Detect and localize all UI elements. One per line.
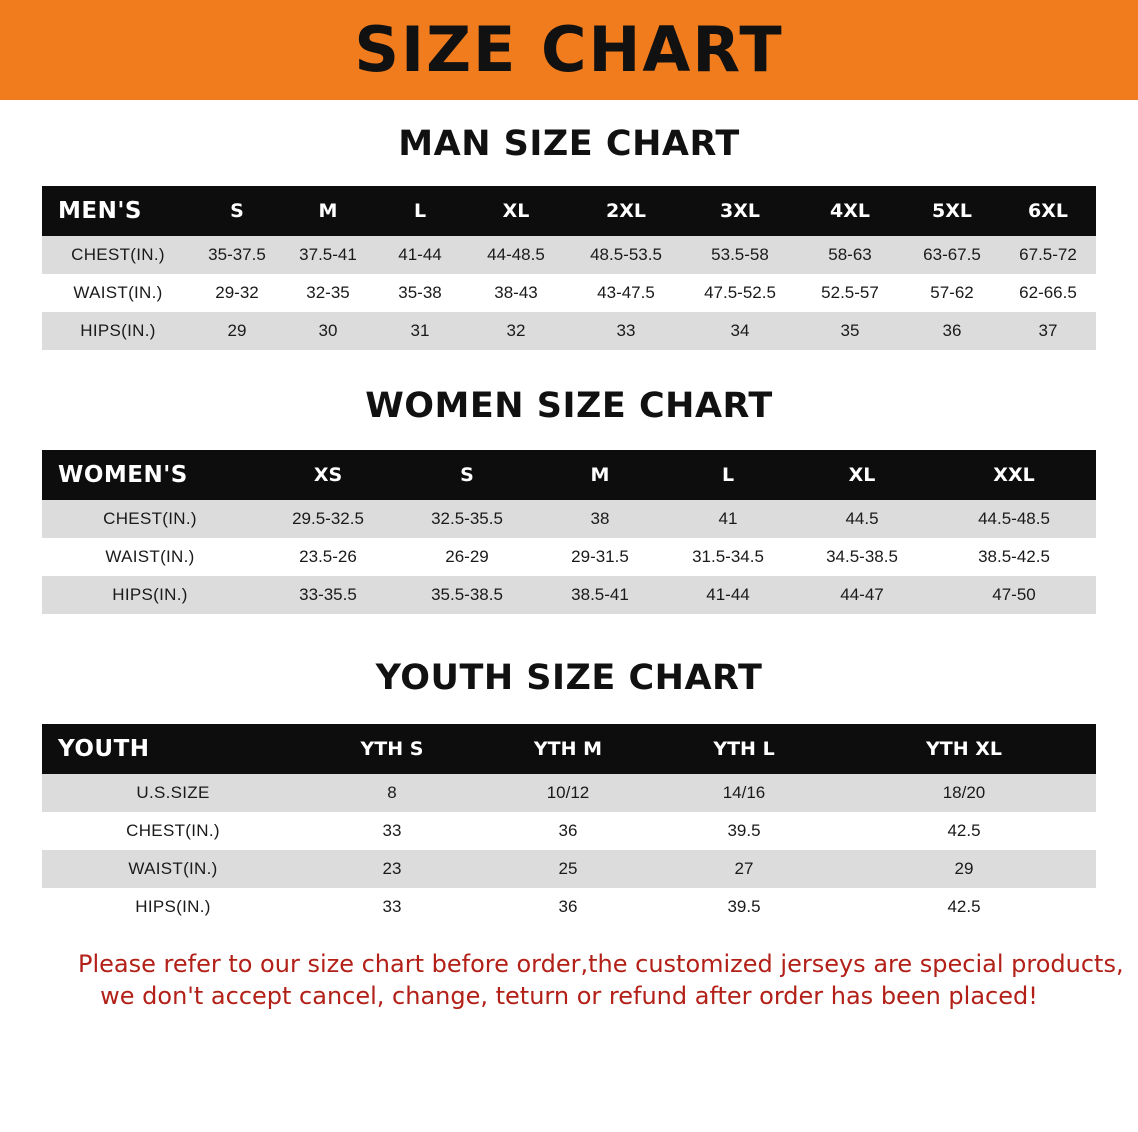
women-size-table [42,450,1096,614]
table-row [42,236,1096,274]
table-header-row [42,450,1096,500]
table-cell: 39.5 [656,812,832,850]
table-cell: 8 [304,774,480,812]
table-cell: 43-47.5 [568,274,684,312]
youth-section-title: YOUTH SIZE CHART [375,658,763,698]
table-cell: 42.5 [832,888,1096,926]
table-cell: 41 [664,500,792,538]
table-cell: 42.5 [832,812,1096,850]
table-cell: 58-63 [796,236,904,274]
table-cell: 36 [480,812,656,850]
table-cell: 44-48.5 [464,236,568,274]
table-cell: 18/20 [832,774,1096,812]
table-header-cell: YTH L [656,724,832,774]
row-label: HIPS(IN.) [42,888,304,926]
table-cell: 52.5-57 [796,274,904,312]
table-cell: 36 [904,312,1000,350]
man-size-table [42,186,1096,350]
table-header-cell: 6XL [1000,186,1096,236]
table-cell: 25 [480,850,656,888]
table-cell: 48.5-53.5 [568,236,684,274]
table-header-cell: 3XL [684,186,796,236]
table-cell: 35-37.5 [194,236,280,274]
table-row [42,312,1096,350]
table-row [42,774,1096,812]
table-header-cell: 5XL [904,186,1000,236]
table-row [42,538,1096,576]
row-label: WAIST(IN.) [42,538,258,576]
row-label: WAIST(IN.) [42,850,304,888]
table-header-row [42,186,1096,236]
table-cell: 32-35 [280,274,376,312]
table-header-cell: YOUTH [42,724,304,774]
table-cell: 29-31.5 [536,538,664,576]
table-cell: 29 [832,850,1096,888]
row-label: U.S.SIZE [42,774,304,812]
women-section-title: WOMEN SIZE CHART [365,386,773,426]
table-cell: 26-29 [398,538,536,576]
table-header-cell: WOMEN'S [42,450,258,500]
table-header-cell: MEN'S [42,186,194,236]
table-cell: 44-47 [792,576,932,614]
table-cell: 53.5-58 [684,236,796,274]
table-cell: 30 [280,312,376,350]
table-cell: 35 [796,312,904,350]
table-header-cell: YTH M [480,724,656,774]
page-title: SIZE CHART [354,13,784,86]
table-header-cell: L [376,186,464,236]
table-cell: 32 [464,312,568,350]
table-cell: 29 [194,312,280,350]
table-cell: 23.5-26 [258,538,398,576]
table-row [42,812,1096,850]
table-cell: 38-43 [464,274,568,312]
table-cell: 57-62 [904,274,1000,312]
table-header-cell: XS [258,450,398,500]
table-cell: 35-38 [376,274,464,312]
table-row [42,576,1096,614]
table-row [42,850,1096,888]
row-label: WAIST(IN.) [42,274,194,312]
table-cell: 38 [536,500,664,538]
table-cell: 10/12 [480,774,656,812]
table-cell: 31 [376,312,464,350]
row-label: CHEST(IN.) [42,812,304,850]
table-cell: 23 [304,850,480,888]
disclaimer-line-2: we don't accept cancel, change, teturn or refund after order has been placed! [100,982,1038,1011]
table-header-cell: YTH S [304,724,480,774]
table-header-cell: L [664,450,792,500]
table-header-cell: XL [792,450,932,500]
disclaimer-line-1: Please refer to our size chart before order,the customized jerseys are special products, [78,950,1124,978]
table-cell: 47-50 [932,576,1096,614]
table-header-cell: 4XL [796,186,904,236]
table-cell: 29-32 [194,274,280,312]
table-cell: 38.5-41 [536,576,664,614]
table-cell: 44.5 [792,500,932,538]
content-area [0,124,1138,1013]
table-cell: 41-44 [664,576,792,614]
page-banner [0,0,1138,100]
table-cell: 44.5-48.5 [932,500,1096,538]
table-cell: 33 [304,812,480,850]
table-cell: 14/16 [656,774,832,812]
table-row [42,500,1096,538]
table-cell: 47.5-52.5 [684,274,796,312]
table-row [42,888,1096,926]
table-header-cell: S [194,186,280,236]
table-header-cell: S [398,450,536,500]
table-cell: 62-66.5 [1000,274,1096,312]
table-cell: 33 [568,312,684,350]
table-header-cell: 2XL [568,186,684,236]
table-header-cell: XXL [932,450,1096,500]
table-cell: 35.5-38.5 [398,576,536,614]
table-cell: 31.5-34.5 [664,538,792,576]
table-header-cell: YTH XL [832,724,1096,774]
row-label: CHEST(IN.) [42,236,194,274]
table-cell: 29.5-32.5 [258,500,398,538]
table-cell: 63-67.5 [904,236,1000,274]
table-header-cell: XL [464,186,568,236]
table-cell: 39.5 [656,888,832,926]
table-cell: 33 [304,888,480,926]
table-header-cell: M [536,450,664,500]
table-cell: 36 [480,888,656,926]
table-cell: 34 [684,312,796,350]
table-cell: 34.5-38.5 [792,538,932,576]
table-cell: 37.5-41 [280,236,376,274]
youth-size-table [42,724,1096,926]
row-label: HIPS(IN.) [42,576,258,614]
table-header-cell: M [280,186,376,236]
man-section-title: MAN SIZE CHART [398,124,740,164]
table-cell: 33-35.5 [258,576,398,614]
row-label: HIPS(IN.) [42,312,194,350]
table-cell: 67.5-72 [1000,236,1096,274]
disclaimer-note [42,948,1124,1013]
table-cell: 32.5-35.5 [398,500,536,538]
row-label: CHEST(IN.) [42,500,258,538]
table-header-row [42,724,1096,774]
table-cell: 27 [656,850,832,888]
table-cell: 41-44 [376,236,464,274]
table-row [42,274,1096,312]
table-cell: 38.5-42.5 [932,538,1096,576]
table-cell: 37 [1000,312,1096,350]
